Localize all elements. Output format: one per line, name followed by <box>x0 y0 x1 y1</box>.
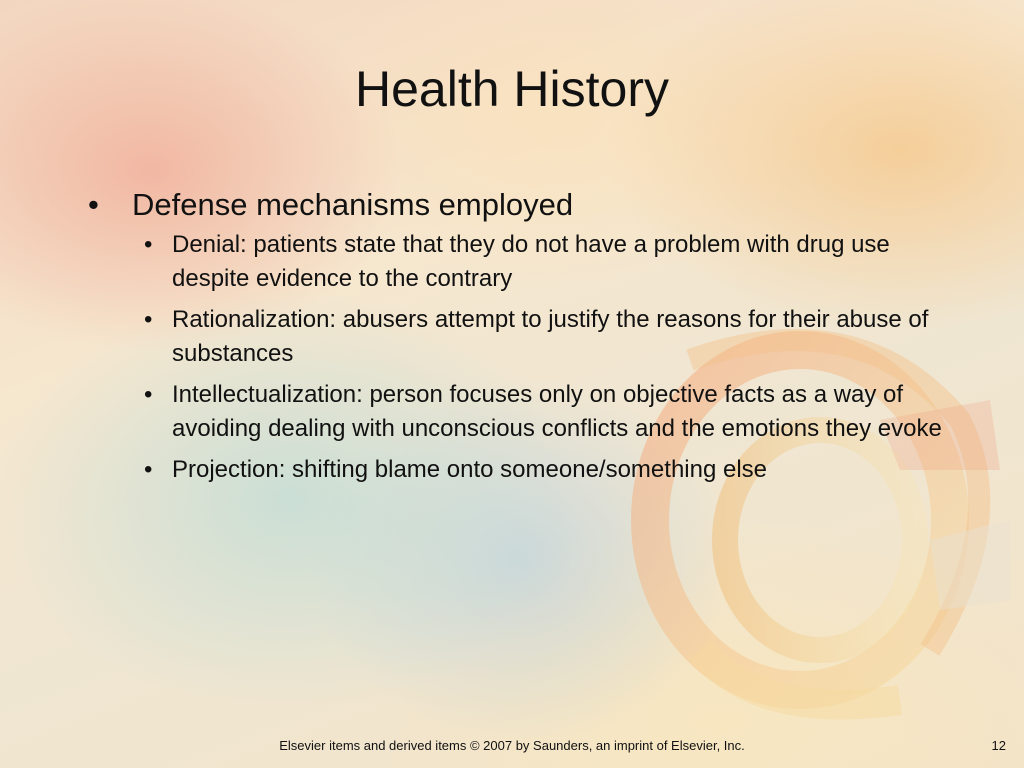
bullet-glyph: • <box>144 381 153 408</box>
sub-bullet-text: Projection: shifting blame onto someone/something else <box>172 456 768 483</box>
sub-bullet-item <box>132 228 962 296</box>
sub-bullet-item <box>132 453 962 487</box>
sub-bullet-list <box>132 228 962 487</box>
bullet-glyph: • <box>144 456 153 483</box>
page-number: 12 <box>991 738 1006 753</box>
bullet-item <box>82 186 962 224</box>
sub-bullet-text: Intellectualization: person focuses only on objective facts as a way of avoiding dealing with unconscious conflicts and the emotions they evoke <box>172 381 942 442</box>
sub-bullet-item <box>132 303 962 371</box>
copyright-text: Elsevier items and derived items © 2007 by Saunders, an imprint of Elsevier, Inc. <box>279 738 745 753</box>
bullet-glyph: • <box>144 231 153 258</box>
bullet-text: Defense mechanisms employed <box>132 187 574 222</box>
bullet-glyph: • <box>88 187 99 222</box>
sub-bullet-text: Denial: patients state that they do not have a problem with drug use despite evidence to the contrary <box>172 231 890 292</box>
bullet-list <box>82 186 962 494</box>
bullet-glyph: • <box>144 306 153 333</box>
slide-title: Health History <box>355 61 669 117</box>
sub-bullet-item <box>132 378 962 446</box>
sub-bullet-text: Rationalization: abusers attempt to justify the reasons for their abuse of substances <box>172 306 929 367</box>
